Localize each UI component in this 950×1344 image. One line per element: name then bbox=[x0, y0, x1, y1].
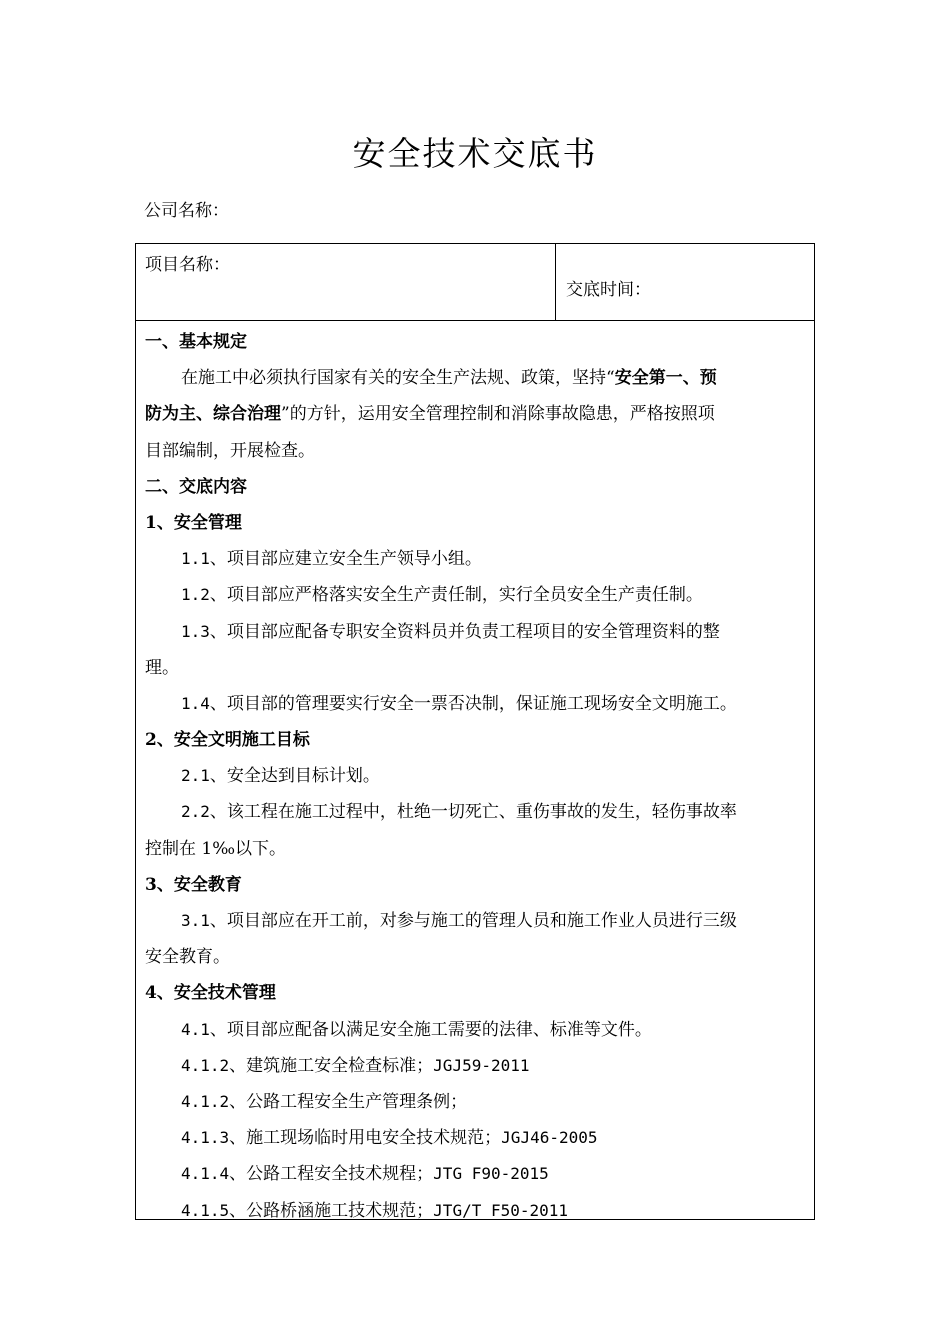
item-number: 4.1 bbox=[181, 1019, 210, 1039]
standard-code: JGJ46-2005 bbox=[501, 1128, 598, 1148]
item-number: 1.4 bbox=[181, 693, 210, 713]
list-item bbox=[145, 614, 809, 650]
basic-rules-paragraph-line-3: 目部编制，开展检查。 bbox=[145, 440, 315, 461]
list-item-continuation: 理。 bbox=[145, 657, 179, 678]
list-item bbox=[145, 903, 809, 939]
list-item bbox=[145, 686, 809, 722]
subsection-safety-education-heading: 3、安全教育 bbox=[145, 874, 242, 895]
item-text: 、项目部应配备以满足安全施工需要的法律、标准等文件。 bbox=[209, 1019, 652, 1040]
list-item-continuation: 控制在 1‰以下。 bbox=[145, 838, 287, 859]
list-item bbox=[145, 577, 809, 613]
text: ”的方针，运用安全管理控制和消除事故隐患，严格按照项 bbox=[281, 404, 715, 425]
list-item bbox=[145, 794, 809, 830]
company-name-label: 公司名称： bbox=[144, 201, 229, 221]
list-item bbox=[145, 1012, 809, 1048]
item-number: 4.1.2 bbox=[181, 1055, 230, 1075]
project-name-label: 项目名称： bbox=[145, 255, 230, 275]
item-number: 1.3 bbox=[181, 621, 210, 641]
item-text: 、施工现场临时用电安全技术规范； bbox=[229, 1128, 502, 1149]
basic-rules-paragraph-line-1 bbox=[145, 360, 809, 396]
item-text: 、公路工程安全生产管理条例； bbox=[229, 1091, 468, 1112]
item-text: 、项目部应建立安全生产领导小组。 bbox=[209, 549, 482, 570]
emphasis-text: 防为主、综合治理 bbox=[145, 404, 281, 425]
section-content-heading: 二、交底内容 bbox=[145, 476, 247, 497]
item-number: 1.1 bbox=[181, 549, 210, 569]
item-number: 4.1.5 bbox=[181, 1200, 230, 1220]
document-title: 安全技术交底书 bbox=[352, 134, 598, 173]
subsection-civilized-construction-heading: 2、安全文明施工目标 bbox=[145, 730, 310, 751]
header-row bbox=[136, 244, 814, 321]
emphasis-text: 安全第一、预 bbox=[614, 368, 717, 389]
list-item bbox=[145, 1084, 809, 1120]
list-item bbox=[145, 1120, 809, 1156]
item-number: 3.1 bbox=[181, 911, 210, 930]
list-item bbox=[145, 1193, 809, 1229]
item-text: 、该工程在施工过程中，杜绝一切死亡、重伤事故的发生，轻伤事故率 bbox=[209, 802, 737, 823]
list-item-continuation: 安全教育。 bbox=[145, 947, 230, 968]
text: 在施工中必须执行国家有关的安全生产法规、政策，坚持“ bbox=[181, 368, 615, 389]
item-number: 4.1.2 bbox=[181, 1091, 230, 1111]
content-body bbox=[145, 324, 809, 1229]
item-number: 2.2 bbox=[181, 802, 210, 822]
list-item bbox=[145, 758, 809, 794]
item-number: 4.1.3 bbox=[181, 1128, 230, 1148]
item-text: 、项目部应严格落实安全生产责任制，实行全员安全生产责任制。 bbox=[209, 585, 703, 606]
item-text: 、项目部应在开工前，对参与施工的管理人员和施工作业人员进行三级 bbox=[209, 911, 737, 931]
basic-rules-paragraph-line-2 bbox=[145, 396, 809, 432]
standard-code: JTG F90-2015 bbox=[433, 1164, 549, 1184]
item-number: 2.1 bbox=[181, 766, 210, 786]
item-text: 、公路桥涵施工技术规范； bbox=[229, 1200, 434, 1221]
standard-code: JGJ59-2011 bbox=[433, 1055, 530, 1075]
list-item bbox=[145, 1156, 809, 1192]
standard-code: JTG/T F50-2011 bbox=[433, 1200, 569, 1220]
item-text: 、建筑施工安全检查标准； bbox=[229, 1055, 434, 1076]
cell-divider bbox=[555, 244, 556, 320]
item-text: 、项目部的管理要实行安全一票否决制，保证施工现场安全文明施工。 bbox=[209, 693, 737, 714]
subsection-technical-management-heading: 4、安全技术管理 bbox=[145, 983, 276, 1004]
section-basic-rules-heading: 一、基本规定 bbox=[145, 332, 247, 352]
item-text: 、项目部应配备专职安全资料员并负责工程项目的安全管理资料的整 bbox=[209, 621, 720, 642]
handover-time-label: 交底时间： bbox=[566, 280, 651, 300]
item-text: 、安全达到目标计划。 bbox=[209, 766, 380, 787]
handover-form-table bbox=[135, 243, 815, 1220]
item-number: 1.2 bbox=[181, 585, 210, 605]
list-item bbox=[145, 1048, 809, 1084]
item-number: 4.1.4 bbox=[181, 1164, 230, 1184]
subsection-safety-management-heading: 1、安全管理 bbox=[145, 512, 242, 533]
item-text: 、公路工程安全技术规程； bbox=[229, 1164, 434, 1185]
list-item bbox=[145, 541, 809, 577]
